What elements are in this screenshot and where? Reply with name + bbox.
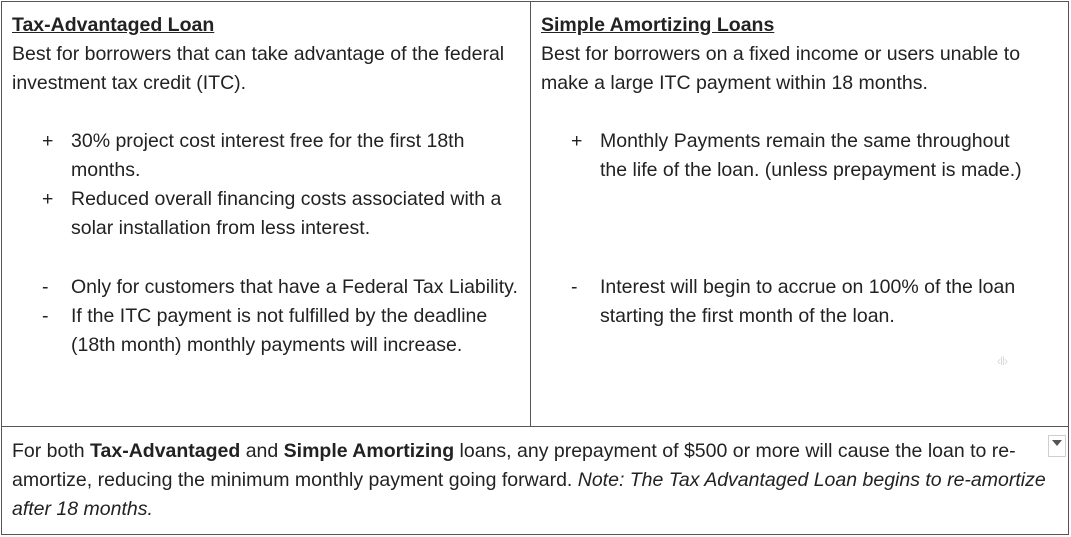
minus-marker: - bbox=[42, 276, 49, 298]
comparison-row bbox=[2, 2, 1068, 427]
list-item-text: If the ITC payment is not fulfilled by the deadline (18th month) monthly payments will increase. bbox=[71, 305, 488, 356]
column-resize-handle-icon[interactable]: ‹‖› bbox=[997, 354, 1007, 368]
list-item bbox=[2, 302, 521, 360]
list-item bbox=[531, 273, 1040, 331]
footer-text-part: and bbox=[240, 440, 284, 462]
list-item bbox=[2, 273, 521, 302]
tax-advantaged-pros-list bbox=[2, 127, 521, 243]
list-item-text: Monthly Payments remain the same throughout the life of the loan. (unless prepayment is made.) bbox=[600, 130, 1022, 181]
list-item bbox=[531, 127, 1040, 185]
footer-italic-note: Note: The Tax Advantaged Loan begins to re-amortize after 18 months. bbox=[12, 469, 1046, 520]
loan-comparison-table bbox=[1, 1, 1069, 535]
list-item-text: Only for customers that have a Federal Tax Liability. bbox=[71, 276, 518, 298]
list-item-text: 30% project cost interest free for the first 18th months. bbox=[71, 130, 465, 181]
minus-marker: - bbox=[571, 276, 578, 298]
footer-text-part: For both bbox=[12, 440, 91, 462]
tax-advantaged-description: Best for borrowers that can take advantage of the federal investment tax credit (ITC). bbox=[12, 43, 505, 94]
list-item bbox=[2, 185, 521, 243]
plus-marker: + bbox=[42, 130, 54, 152]
plus-marker: + bbox=[571, 130, 583, 152]
simple-amortizing-description: Best for borrowers on a fixed income or users unable to make a large ITC payment within 18 months. bbox=[541, 43, 1021, 94]
tax-advantaged-cell bbox=[2, 2, 531, 426]
dropdown-button[interactable] bbox=[1048, 435, 1066, 457]
chevron-down-icon bbox=[1052, 440, 1062, 446]
simple-amortizing-cell bbox=[531, 2, 1068, 426]
plus-marker: + bbox=[42, 188, 54, 210]
list-item-text: Reduced overall financing costs associated with a solar installation from less interest. bbox=[71, 188, 502, 239]
simple-amortizing-heading: Simple Amortizing Loans bbox=[541, 14, 775, 36]
list-item-text: Interest will begin to accrue on 100% of the loan starting the first month of the loan. bbox=[600, 276, 1016, 327]
tax-advantaged-heading: Tax-Advantaged Loan bbox=[12, 14, 215, 36]
footer-bold-simple-amortizing: Simple Amortizing bbox=[283, 440, 455, 462]
simple-amortizing-cons-list bbox=[531, 273, 1040, 331]
footer-text-part: loans, any prepayment of $500 or more will cause the loan to re-amortize, reducing the minimum monthly payment going forward. bbox=[12, 440, 1016, 491]
footer-note-cell bbox=[2, 427, 1068, 534]
footer-bold-tax-advantaged: Tax-Advantaged bbox=[90, 440, 241, 462]
list-item bbox=[2, 127, 521, 185]
tax-advantaged-cons-list bbox=[2, 273, 521, 360]
footer-note bbox=[12, 437, 1047, 524]
minus-marker: - bbox=[42, 305, 49, 327]
simple-amortizing-pros-list bbox=[531, 127, 1040, 185]
